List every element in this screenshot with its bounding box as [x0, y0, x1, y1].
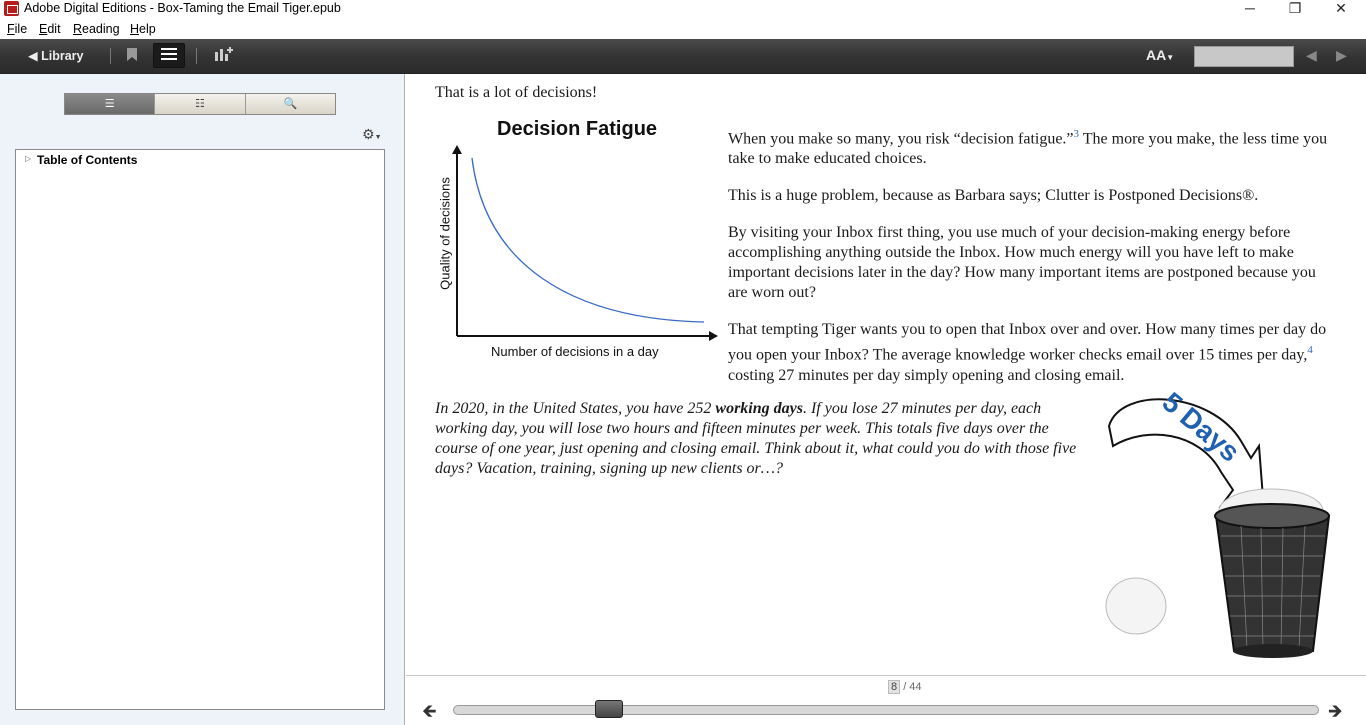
- body-text: [728, 124, 1328, 403]
- paragraph: By visiting your Inbox first thing, you use much of your decision-making energy before accomplishing anything outside the Inbox. How much energy will you have left to make important decisions later in the day? How many important items are postponed because you are worn out?: [728, 224, 1316, 302]
- reader-toolbar: [0, 39, 1366, 74]
- minimize-button[interactable]: ─: [1245, 0, 1255, 16]
- fatigue-curve: [472, 158, 704, 322]
- footnote-link[interactable]: 3: [1073, 128, 1080, 140]
- callout-text: In 2020, in the United States, you have 252 working days. If you lose 27 minutes per day, each working day, you will lose two hours and fifteen minutes per week. This totals five days over the course of one year, just opening and closing email. Think about it, what could you do with those five days? Vacation, training, signing up new clients or…?: [435, 400, 1077, 477]
- figure-y-label: Quality of decisions: [437, 177, 453, 290]
- title-bar: [0, 0, 1366, 18]
- trash-can-illustration: [1101, 386, 1346, 661]
- menu-reading[interactable]: Reading: [73, 22, 120, 36]
- toc-panel: [15, 149, 385, 710]
- page-indicator: [888, 680, 922, 694]
- footnote-link[interactable]: 4: [1307, 344, 1313, 357]
- page-navigation: [406, 675, 1366, 725]
- crumpled-paper: [1106, 578, 1166, 634]
- bookmarks-icon: ☷: [195, 98, 205, 110]
- adobe-app-icon: [4, 1, 19, 16]
- library-button[interactable]: ◀ Library: [28, 49, 84, 63]
- menu-file[interactable]: File: [7, 22, 28, 36]
- paragraph: This is a huge problem, because as Barbara says; Clutter is Postponed Decisions®.: [728, 187, 1259, 205]
- page-slider[interactable]: [453, 705, 1319, 715]
- search-icon: 🔍: [283, 98, 298, 110]
- sidebar-tabs: [64, 93, 336, 115]
- paragraph: That tempting Tiger wants you to open that Inbox over and over. How many times per day do you open your Inbox? The average knowledge worker checks email over 15 times per day,$^4$ costing 27 minutes per day simply opening and closing email.: [728, 321, 1327, 384]
- prev-page-button[interactable]: ◀: [1306, 47, 1317, 63]
- menu-bar: [0, 20, 1366, 39]
- bookmarks-tab[interactable]: [155, 94, 245, 114]
- toc-tab[interactable]: [65, 94, 155, 114]
- y-axis-arrow: [452, 145, 462, 154]
- figure-graphic: [430, 114, 726, 364]
- figure-x-label: Number of decisions in a day: [491, 344, 659, 359]
- page-slider-thumb[interactable]: [595, 700, 623, 718]
- restore-button[interactable]: ❐: [1288, 0, 1302, 16]
- intro-text: That is a lot of decisions!: [435, 84, 598, 101]
- close-button[interactable]: ✕: [1335, 0, 1347, 16]
- toolbar-divider: [110, 48, 111, 64]
- menu-edit[interactable]: Edit: [39, 22, 61, 36]
- prev-page-arrow-icon[interactable]: 🡸: [422, 701, 437, 721]
- paragraph: When you make so many, you risk “decision fatigue.”$^3$ The more you make, the less time you take to make educated choices.: [728, 128, 1328, 168]
- sidebar: [0, 74, 405, 725]
- art-label: 5 Days: [1156, 386, 1246, 468]
- bin-rim: [1215, 504, 1329, 528]
- next-page-arrow-icon[interactable]: 🡺: [1328, 701, 1343, 721]
- chart-add-icon[interactable]: [212, 45, 236, 67]
- search-tab[interactable]: [246, 94, 335, 114]
- gear-icon[interactable]: ⚙▼: [362, 126, 382, 142]
- list-icon[interactable]: [153, 43, 185, 68]
- total-pages: / 44: [903, 681, 922, 693]
- reading-pane: [406, 74, 1366, 675]
- font-size-button[interactable]: AA▼: [1146, 47, 1175, 63]
- menu-help[interactable]: Help: [130, 22, 156, 36]
- window-title: Adobe Digital Editions - Box-Taming the Email Tiger.epub: [24, 1, 341, 15]
- bookmark-icon[interactable]: [120, 45, 144, 67]
- toolbar-divider: [196, 48, 197, 64]
- page-number-input[interactable]: [1194, 46, 1294, 67]
- expand-icon[interactable]: ▷: [25, 154, 32, 163]
- toc-root-item[interactable]: Table of Contents: [37, 153, 138, 167]
- decision-fatigue-figure: [430, 114, 726, 364]
- bin-base: [1233, 644, 1313, 658]
- next-page-button[interactable]: ▶: [1336, 47, 1347, 63]
- x-axis-arrow: [709, 331, 718, 341]
- figure-title: Decision Fatigue: [497, 118, 658, 140]
- toc-icon: ☰: [104, 98, 115, 110]
- current-page[interactable]: 8: [888, 680, 900, 694]
